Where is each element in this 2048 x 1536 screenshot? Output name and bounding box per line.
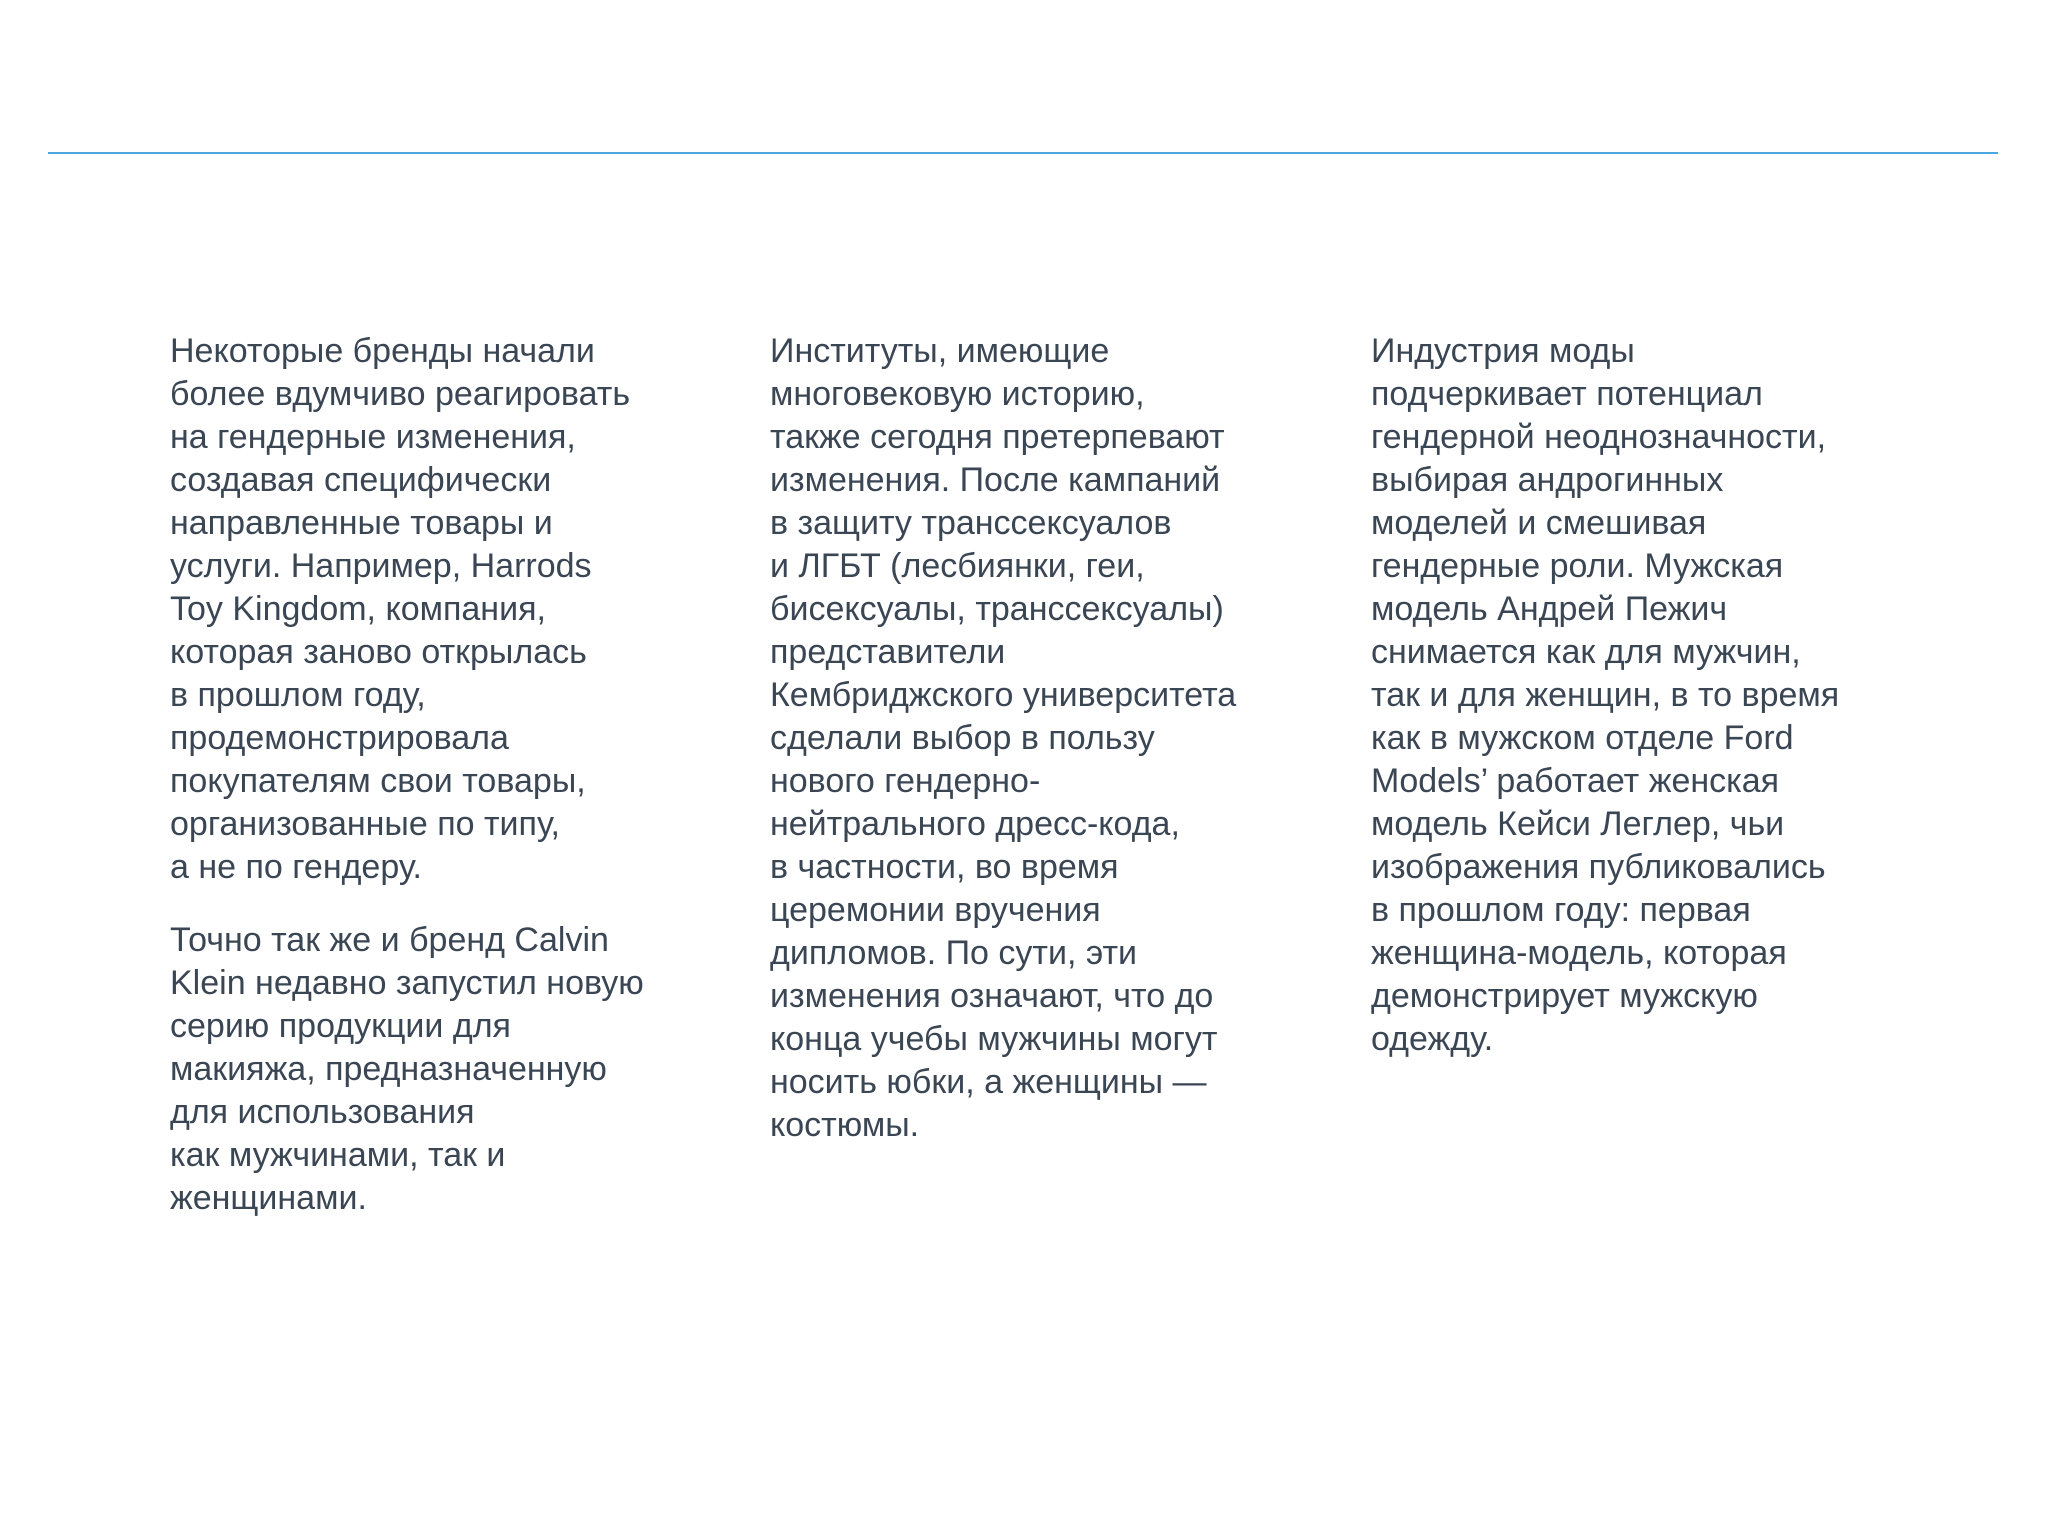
text-column-left bbox=[170, 330, 690, 1220]
paragraph-institutions: Институты, имеющие многовековую историю, также сегодня претерпевают изменения. После кампаний в защиту транссексуалов и ЛГБТ (лесбиянки, геи, бисексуалы, транссексуалы) представители Кембриджского университета сделали выбор в пользу нового гендерно- нейтрального дресс-кода, в частности, во время церемонии вручения дипломов. По сути, эти изменения означают, что до конца учебы мужчины могут носить юбки, а женщины — костюмы. bbox=[770, 332, 1237, 1144]
text-column-right bbox=[1371, 330, 1891, 1061]
header-divider bbox=[48, 152, 1998, 154]
text-column-middle bbox=[770, 330, 1290, 1147]
paragraph-brands: Некоторые бренды начали более вдумчиво реагировать на гендерные изменения, создавая специфически направленные товары и услуги. Например, Harrods Toy Kingdom, компания, которая заново открылась в прошлом году, продемонстрировала покупателям свои товары, организованные по типу, а не по гендеру. bbox=[170, 332, 631, 886]
paragraph-calvin-klein: Точно так же и бренд Calvin Klein недавно запустил новую серию продукции для макияжа, предназначенную для использования как мужчинами, так и женщинами. bbox=[170, 921, 644, 1217]
paragraph-fashion-industry: Индустрия моды подчеркивает потенциал гендерной неоднозначности, выбирая андрогинных моделей и смешивая гендерные роли. Мужская модель Андрей Пежич снимается как для мужчин, так и для женщин, в то время как в мужском отделе Ford Models’ работает женская модель Кейси Леглер, чьи изображения публиковались в прошлом году: первая женщина-модель, которая демонстрирует мужскую одежду. bbox=[1371, 332, 1840, 1058]
